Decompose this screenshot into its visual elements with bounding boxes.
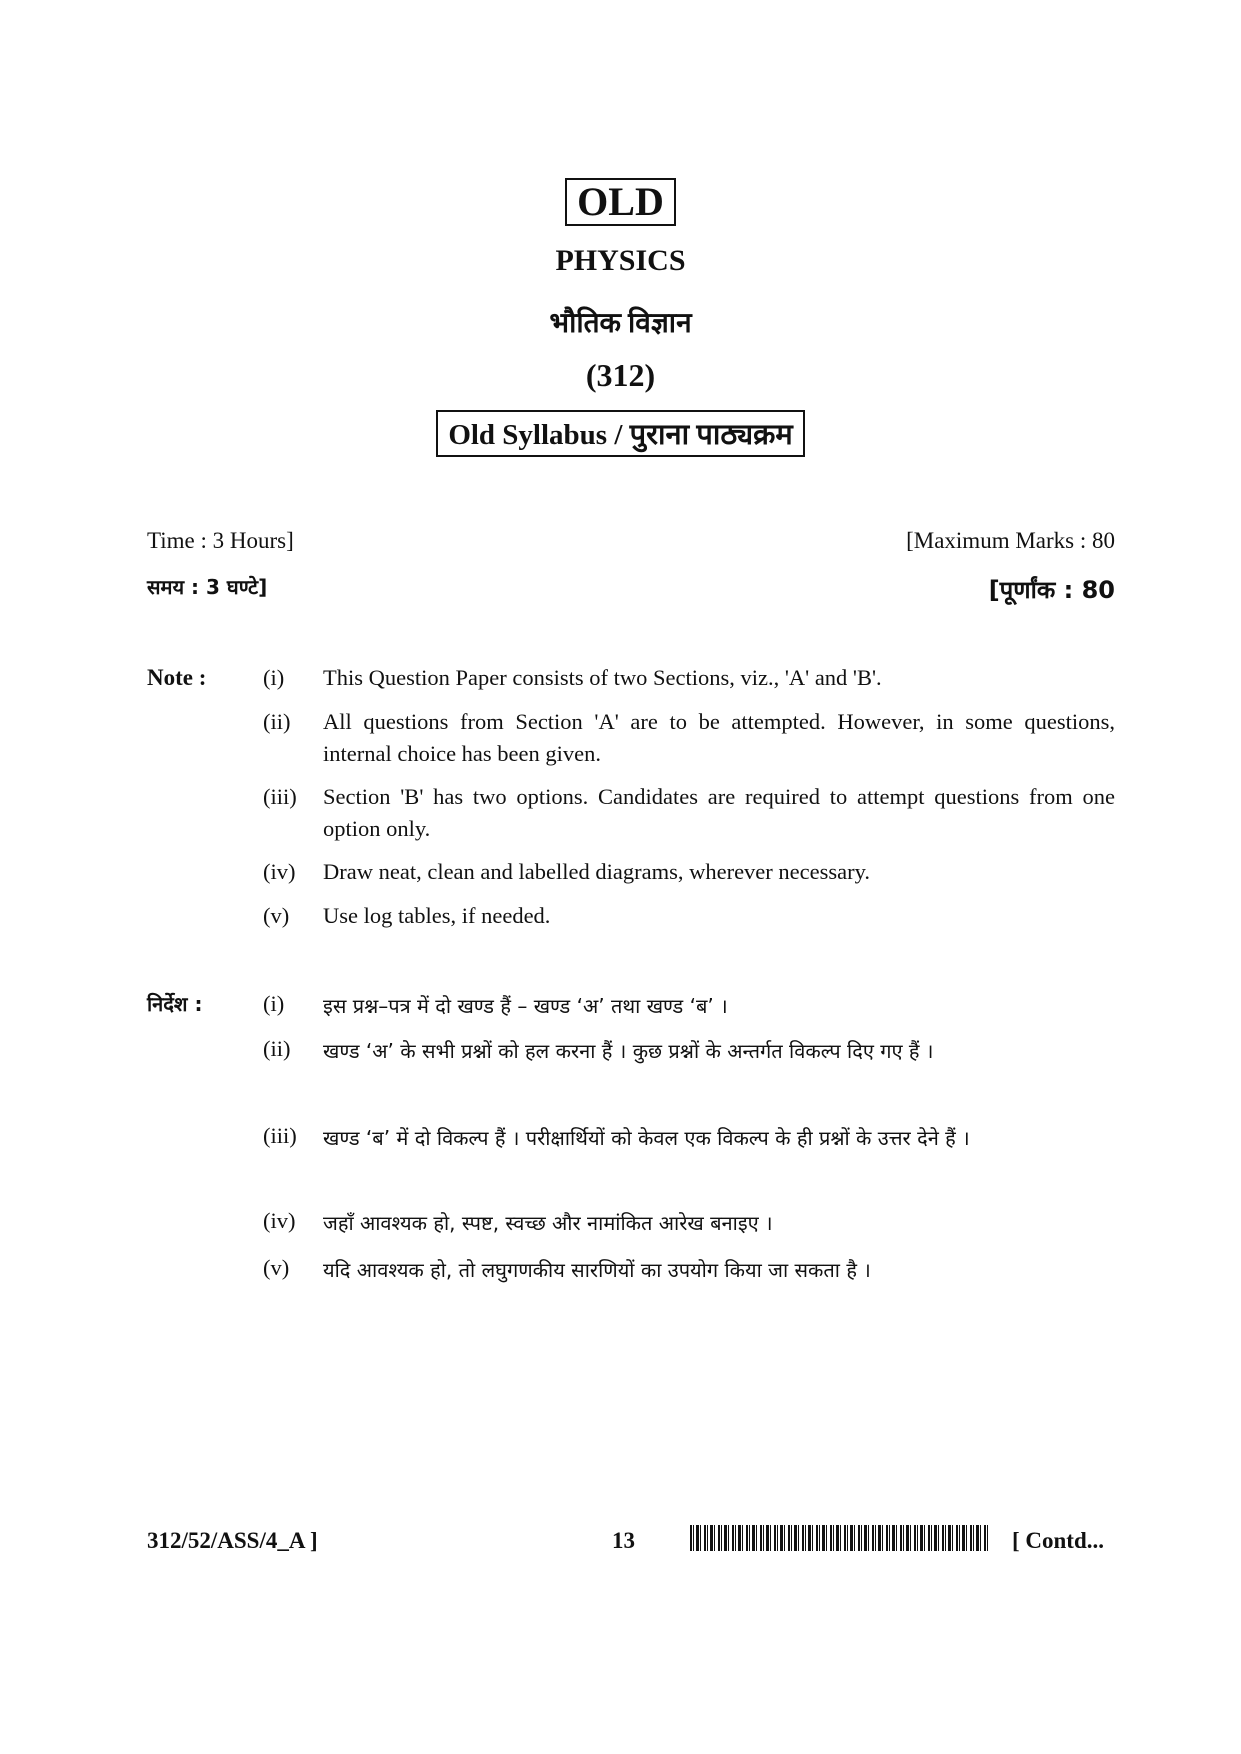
time-marks-row-english	[147, 528, 1115, 554]
subject-title-hindi: भौतिक विज्ञान	[549, 308, 692, 339]
max-marks-hindi: [पूर्णांक : 80	[988, 576, 1115, 604]
old-label-box	[0, 178, 1241, 226]
continued-label: [ Contd...	[1012, 1528, 1105, 1553]
time-hindi: समय : 3 घण्टे]	[147, 575, 268, 599]
subject-code: (312)	[585, 357, 656, 393]
syllabus-box	[0, 410, 1241, 457]
page-number: 13	[612, 1528, 635, 1553]
old-label: OLD	[565, 178, 676, 226]
time-english: Time : 3 Hours]	[147, 528, 294, 553]
paper-code: 312/52/ASS/4_A ]	[147, 1528, 318, 1553]
time-marks-row-hindi	[147, 573, 1115, 604]
max-marks-english: [Maximum Marks : 80	[906, 528, 1115, 553]
note-label-english: Note :	[147, 665, 207, 690]
note-label-hindi: निर्देश :	[147, 992, 203, 1016]
subject-title: PHYSICS	[555, 244, 686, 277]
barcode-icon	[690, 1525, 990, 1551]
syllabus-label: Old Syllabus / पुराना पाठ्यक्रम	[436, 410, 804, 457]
